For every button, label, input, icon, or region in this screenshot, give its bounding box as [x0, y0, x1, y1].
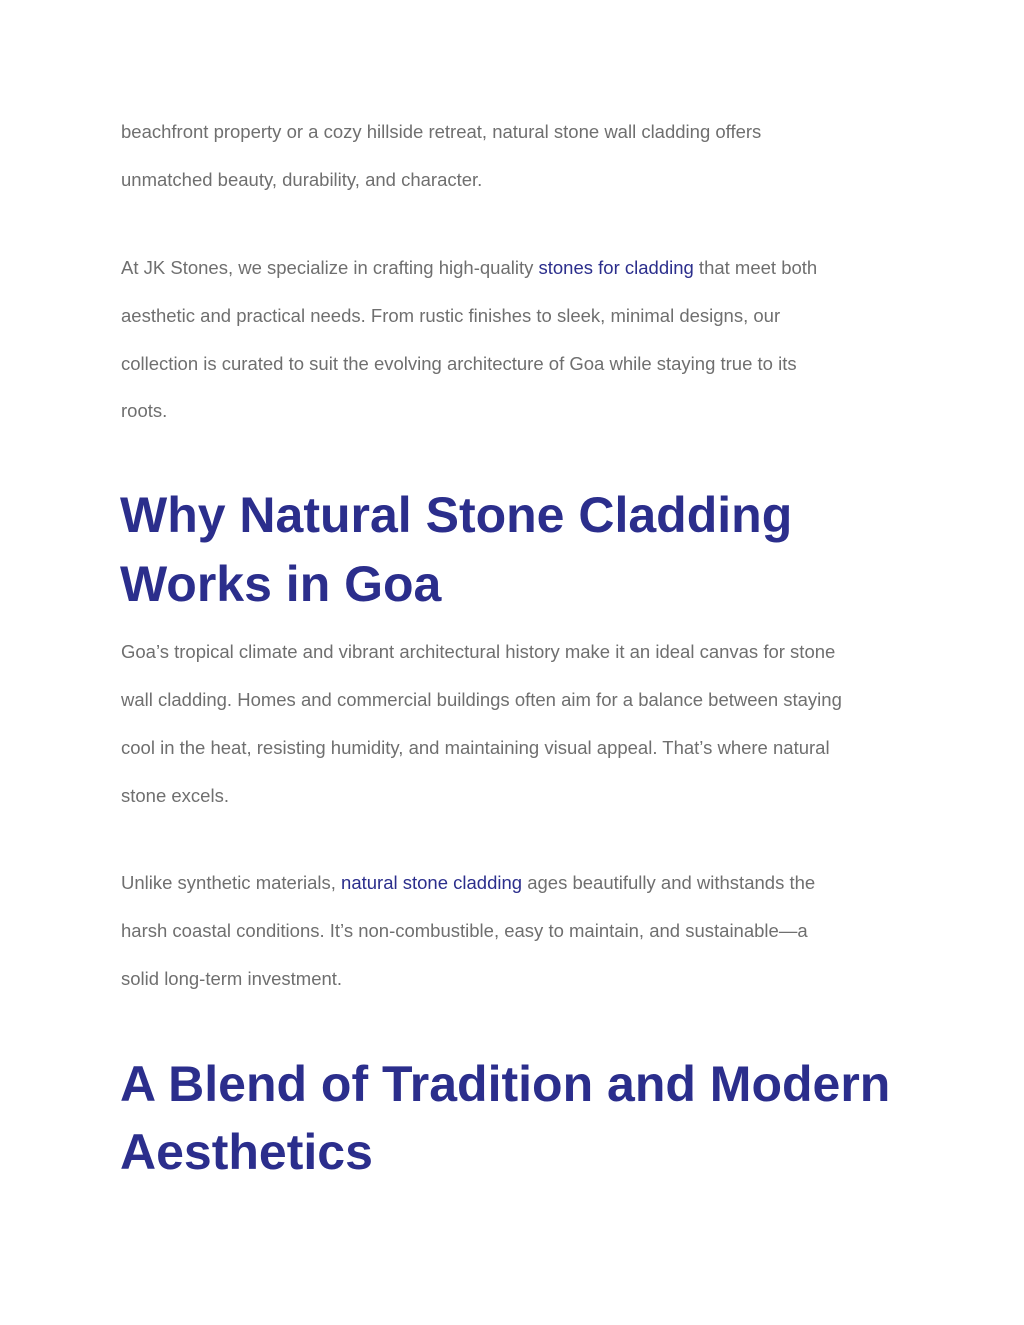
stones-for-cladding-link[interactable]: stones for cladding	[538, 257, 694, 278]
paragraph-jk-line-3: collection is curated to suit the evolving architecture of Goa while staying true to its	[121, 353, 797, 374]
paragraph-goa-line-4: stone excels.	[121, 785, 229, 806]
paragraph-jk-text-before-link: At JK Stones, we specialize in crafting high-quality	[121, 257, 539, 278]
heading-why-line-1: Why Natural Stone Cladding	[120, 487, 793, 543]
paragraph-jk-line-1	[121, 256, 817, 280]
paragraph-unlike-line-1	[121, 871, 815, 895]
paragraph-goa-line-2: wall cladding. Homes and commercial buildings often aim for a balance between staying	[121, 689, 842, 710]
paragraph-unlike-line-3: solid long-term investment.	[121, 968, 343, 989]
heading-blend-line-2: Aesthetics	[120, 1124, 373, 1180]
natural-stone-cladding-link[interactable]: natural stone cladding	[341, 872, 523, 893]
paragraph-goa-line-1: Goa’s tropical climate and vibrant architectural history make it an ideal canvas for stone	[121, 641, 836, 662]
paragraph-jk-line-2: aesthetic and practical needs. From rustic finishes to sleek, minimal designs, our	[121, 305, 781, 326]
paragraph-unlike-line-2: harsh coastal conditions. It’s non-combustible, easy to maintain, and sustainable—a	[121, 920, 808, 941]
heading-why-line-2: Works in Goa	[120, 556, 442, 612]
paragraph-unlike-text-before-link: Unlike synthetic materials,	[121, 872, 342, 893]
heading-blend-line-1: A Blend of Tradition and Modern	[120, 1056, 891, 1112]
paragraph-jk-text-after-link: that meet both	[693, 257, 818, 278]
paragraph-unlike-text-after-link: ages beautifully and withstands the	[522, 872, 816, 893]
paragraph-intro-line-2: unmatched beauty, durability, and character.	[121, 169, 483, 190]
paragraph-jk-line-4: roots.	[121, 400, 168, 421]
paragraph-goa-line-3: cool in the heat, resisting humidity, and maintaining visual appeal. That’s where natural	[121, 737, 830, 758]
paragraph-intro-line-1: beachfront property or a cozy hillside retreat, natural stone wall cladding offers	[121, 121, 762, 142]
